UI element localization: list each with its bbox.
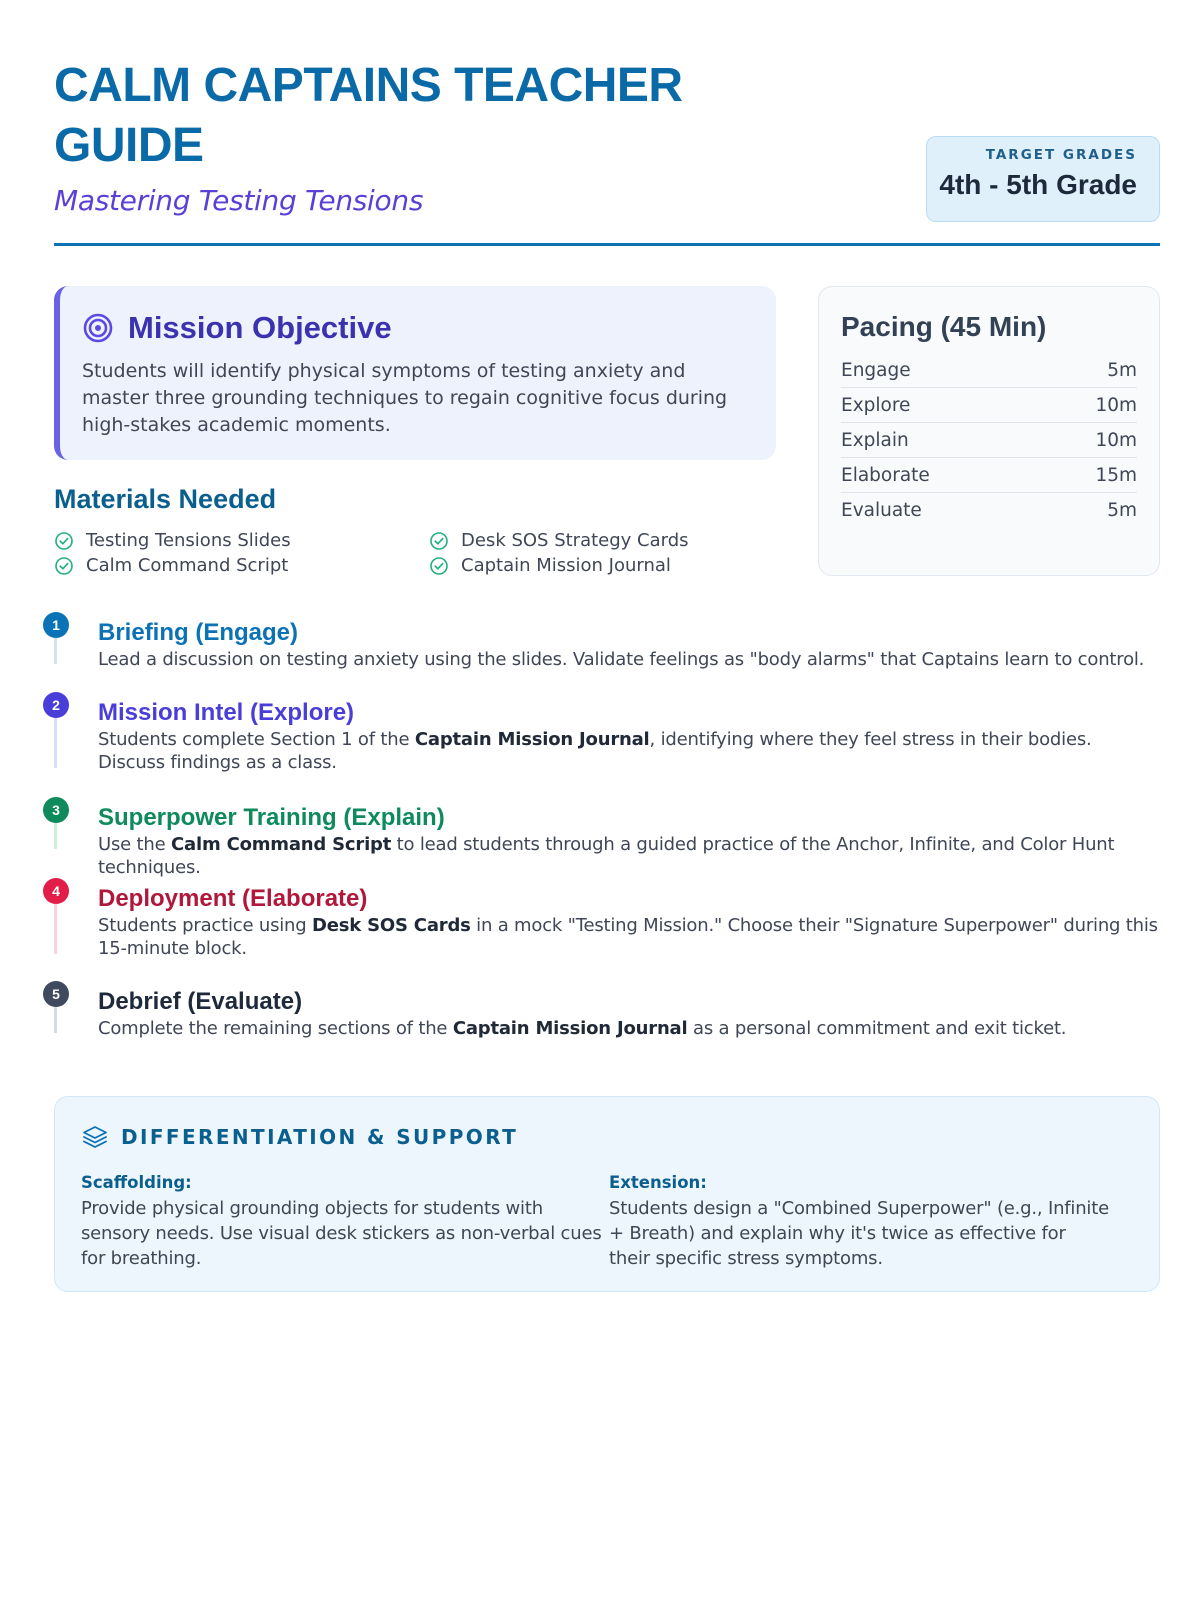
target-grades-label: TARGET GRADES bbox=[985, 147, 1137, 163]
step-text-part: in a mock "Testing Mission." Choose their "Signature Superpower" during this 15-minute block. bbox=[98, 915, 1158, 959]
step-number-badge: 1 bbox=[43, 612, 69, 638]
step-number-badge: 4 bbox=[43, 878, 69, 904]
material-label: Testing Tensions Slides bbox=[86, 530, 291, 551]
material-label: Desk SOS Strategy Cards bbox=[461, 530, 689, 551]
page-header bbox=[54, 56, 1160, 246]
list-item bbox=[54, 554, 429, 577]
pacing-phase: Elaborate bbox=[841, 464, 930, 486]
lesson-step bbox=[54, 692, 1160, 774]
scaffolding-text: Provide physical grounding objects for students with sensory needs. Use visual desk stickers as non-verbal cues for breathing. bbox=[81, 1198, 602, 1269]
step-text-part: Complete the remaining sections of the bbox=[98, 1018, 453, 1039]
step-text-part: Use the bbox=[98, 834, 172, 855]
target-grades-value: 4th - 5th Grade bbox=[939, 169, 1137, 200]
step-text-part: as a personal commitment and exit ticket. bbox=[687, 1018, 1067, 1039]
step-description bbox=[98, 914, 1160, 960]
material-label: Calm Command Script bbox=[86, 555, 289, 576]
target-grades-badge bbox=[926, 136, 1160, 222]
pacing-phase: Engage bbox=[841, 359, 911, 381]
step-emphasis: Calm Command Script bbox=[171, 834, 392, 855]
step-title: Superpower Training (Explain) bbox=[98, 804, 445, 831]
material-label: Captain Mission Journal bbox=[461, 555, 671, 576]
pacing-time: 5m bbox=[1107, 500, 1137, 521]
step-description bbox=[98, 648, 1160, 671]
step-number-badge: 3 bbox=[43, 797, 69, 823]
step-text-part: Lead a discussion on testing anxiety using the slides. Validate feelings as "body alarms" that Captains learn to control. bbox=[98, 649, 1145, 670]
mission-objective-title: Mission Objective bbox=[128, 310, 392, 345]
list-item bbox=[429, 554, 769, 577]
pacing-time: 5m bbox=[1107, 359, 1137, 381]
check-circle-icon bbox=[429, 556, 449, 576]
page-title: CALM CAPTAINS TEACHER GUIDE bbox=[54, 59, 683, 172]
step-number-badge: 2 bbox=[43, 692, 69, 718]
materials-section bbox=[54, 484, 776, 577]
lesson-step bbox=[54, 612, 1160, 671]
step-connector-line bbox=[54, 904, 57, 954]
step-connector-line bbox=[54, 638, 57, 664]
step-title: Debrief (Evaluate) bbox=[98, 988, 303, 1015]
step-number-badge: 5 bbox=[43, 981, 69, 1007]
pacing-row bbox=[841, 388, 1137, 423]
extension-text: Students design a "Combined Superpower" (e.g., Infinite + Breath) and explain why it's twice as effective for their specific stress symptoms. bbox=[609, 1198, 1109, 1269]
mission-objective-card bbox=[54, 286, 776, 460]
step-description bbox=[98, 728, 1160, 774]
step-title: Mission Intel (Explore) bbox=[98, 699, 355, 726]
list-item bbox=[54, 529, 429, 552]
pacing-phase: Explain bbox=[841, 429, 909, 451]
pacing-time: 10m bbox=[1095, 429, 1137, 451]
pacing-row bbox=[841, 493, 1137, 528]
differentiation-title: DIFFERENTIATION & SUPPORT bbox=[121, 1125, 519, 1149]
pacing-row bbox=[841, 423, 1137, 458]
list-item bbox=[429, 529, 769, 552]
pacing-title: Pacing (45 Min) bbox=[841, 311, 1047, 342]
mission-objective-text: Students will identify physical symptoms of testing anxiety and master three grounding techniques to regain cognitive focus during high-stakes academic moments. bbox=[82, 360, 728, 436]
step-description bbox=[98, 833, 1160, 879]
check-circle-icon bbox=[429, 531, 449, 551]
scaffolding-label: Scaffolding: bbox=[81, 1173, 192, 1192]
pacing-phase: Explore bbox=[841, 394, 911, 416]
pacing-time: 15m bbox=[1095, 464, 1137, 486]
lesson-step bbox=[54, 878, 1160, 960]
step-text-part: , identifying where they feel stress in their bodies. Discuss findings as a class. bbox=[98, 729, 1092, 773]
lesson-step bbox=[54, 981, 1160, 1040]
step-title: Deployment (Elaborate) bbox=[98, 885, 368, 912]
scaffolding-column bbox=[81, 1173, 609, 1271]
layers-icon bbox=[81, 1123, 109, 1151]
extension-column bbox=[609, 1173, 1109, 1271]
step-emphasis: Desk SOS Cards bbox=[312, 915, 471, 936]
check-circle-icon bbox=[54, 531, 74, 551]
step-connector-line bbox=[54, 718, 57, 768]
pacing-time: 10m bbox=[1095, 394, 1137, 416]
step-emphasis: Captain Mission Journal bbox=[452, 1018, 688, 1039]
extension-label: Extension: bbox=[609, 1173, 707, 1192]
pacing-card bbox=[818, 286, 1160, 576]
step-title: Briefing (Engage) bbox=[98, 619, 299, 646]
step-text-part: Students complete Section 1 of the bbox=[98, 729, 415, 750]
materials-list bbox=[54, 529, 776, 577]
step-connector-line bbox=[54, 823, 57, 849]
differentiation-card bbox=[54, 1096, 1160, 1292]
materials-title: Materials Needed bbox=[54, 484, 277, 514]
page-subtitle: Mastering Testing Tensions bbox=[54, 184, 424, 217]
step-connector-line bbox=[54, 1007, 57, 1033]
step-emphasis: Captain Mission Journal bbox=[414, 729, 650, 750]
step-text-part: Students practice using bbox=[98, 915, 313, 936]
step-description bbox=[98, 1017, 1160, 1040]
pacing-row bbox=[841, 353, 1137, 388]
target-icon bbox=[82, 312, 114, 344]
lesson-step bbox=[54, 797, 1160, 879]
pacing-phase: Evaluate bbox=[841, 500, 922, 521]
step-text-part: to lead students through a guided practice of the Anchor, Infinite, and Color Hunt techniques. bbox=[98, 834, 1115, 878]
pacing-row bbox=[841, 458, 1137, 493]
check-circle-icon bbox=[54, 556, 74, 576]
